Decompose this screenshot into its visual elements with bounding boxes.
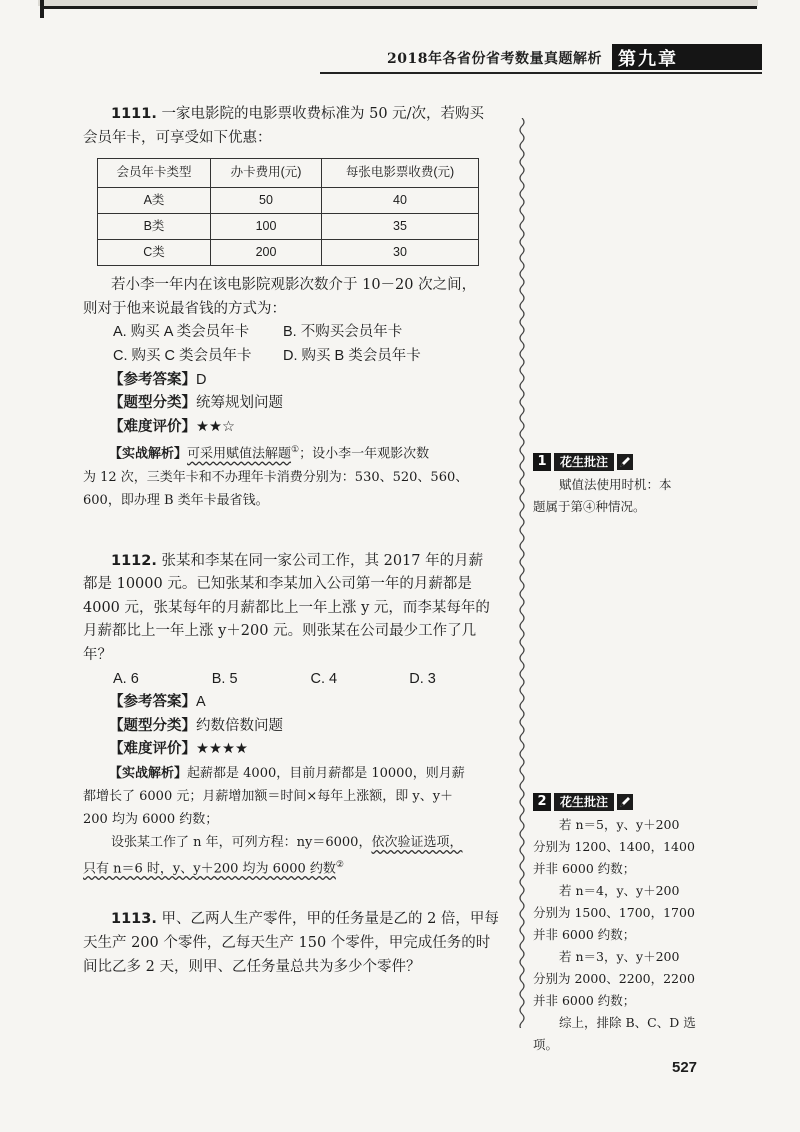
side-note-2 <box>533 792 713 1056</box>
difficulty-stars: ★★☆ <box>196 418 235 435</box>
q1111-number: 1111. <box>111 106 157 122</box>
q1112-stem-line2: 都是 10000 元。已知张某和李某加入公司第一年的月薪都是 <box>83 576 472 593</box>
table-row <box>98 188 479 214</box>
table-cell: 100 <box>211 214 322 240</box>
note-header <box>533 452 713 472</box>
option-d: D. 3 <box>409 670 436 687</box>
pen-icon <box>617 794 633 810</box>
option-b: B. 不购买会员年卡 <box>283 324 403 341</box>
option-a: A. 6 <box>113 670 139 687</box>
q1112-options <box>83 668 508 692</box>
chapter-tab <box>612 44 762 70</box>
table-row <box>98 214 479 240</box>
table-header: 办卡费用(元) <box>211 159 322 188</box>
membership-fee-table <box>97 158 479 266</box>
q1112-analysis-line1: 【实战解析】起薪都是 4000，目前月薪都是 10000，则月薪 <box>109 766 465 782</box>
q1112-number: 1112. <box>111 552 157 569</box>
option-a: A. 购买 A 类会员年卡 <box>113 324 250 341</box>
side-note-1 <box>533 452 713 518</box>
q1113-stem-line1: 1113. 甲、乙两人生产零件，甲的任务量是乙的 2 倍，甲每 <box>111 911 499 928</box>
q1112-type: 【题型分类】约数倍数问题 <box>109 717 283 734</box>
q1112-answer: 【参考答案】A <box>109 694 206 711</box>
q1113-stem-line2: 天生产 200 个零件，乙每天生产 150 个零件，甲完成任务的时 <box>83 934 491 951</box>
page-number: 527 <box>672 1059 698 1076</box>
table-cell: C类 <box>98 240 211 266</box>
q1111-options-row1 <box>83 321 508 345</box>
note-number: 2 <box>533 793 551 811</box>
q1111-difficulty: 【难度评价】★★☆ <box>109 418 235 435</box>
table-cell: 35 <box>322 214 479 240</box>
note-header <box>533 792 713 812</box>
note-number: 1 <box>533 453 551 471</box>
chapter-label: 第九章 <box>618 49 678 70</box>
q1113-number: 1113. <box>111 911 157 928</box>
q1111-condition-line2: 则对于他来说最省钱的方式为： <box>83 300 286 317</box>
wavy-divider <box>517 118 527 1028</box>
q1112-stem-line4: 月薪都比上一年上涨 y＋200 元。则张某在公司最少工作了几 <box>83 623 477 640</box>
q1112-stem-line1: 1112. 张某和李某在同一家公司工作，其 2017 年的月薪 <box>111 552 484 569</box>
table-cell: 200 <box>211 240 322 266</box>
q1111-type: 【题型分类】统筹规划问题 <box>109 395 283 412</box>
header-rule <box>320 72 762 74</box>
table-cell: B类 <box>98 214 211 240</box>
pen-icon <box>617 454 633 470</box>
top-border-line <box>42 6 757 9</box>
q1112-analysis-line2: 都增长了 6000 元；月薪增加额＝时间×每年上涨额，即 y、y＋ <box>83 789 454 805</box>
table-cell: 30 <box>322 240 479 266</box>
table-row <box>98 240 479 266</box>
q1111-analysis-line1: 【实战解析】可采用赋值法解题①；设小李一年观影次数 <box>109 445 430 462</box>
q1112-difficulty: 【难度评价】★★★★ <box>109 741 248 758</box>
q1111-stem-line2: 会员年卡，可享受如下优惠： <box>83 129 272 146</box>
q1112-stem-line5: 年？ <box>83 647 112 664</box>
table-header-row <box>98 159 479 188</box>
q1111-analysis-line3: 600，即办理 B 类年卡最省钱。 <box>83 492 269 508</box>
note-title: 花生批注 <box>554 453 614 471</box>
note-body: 若 n＝5，y、y＋200 分别为 1200、1400，1400 并非 6000 约数； 若 n＝4，y、y＋200 分别为 1500、1700，1700 并非 6000 约数； 若 n＝3，y、y＋200 分别为 2000、2200，2200 并非 6000 约数； 综上，排除 B、C、D 选 项。 <box>533 817 696 1052</box>
footnote-mark-1: ① <box>291 445 300 456</box>
difficulty-stars: ★★★★ <box>196 741 248 758</box>
table-cell: A类 <box>98 188 211 214</box>
q1111-answer: 【参考答案】D <box>109 371 207 388</box>
table-cell: 40 <box>322 188 479 214</box>
q1112-analysis-line3: 200 均为 6000 约数； <box>83 812 219 828</box>
q1111-options-row2 <box>83 345 508 369</box>
table-cell: 50 <box>211 188 322 214</box>
q1112-equation-line1: 设张某工作了 n 年，可列方程：ny＝6000，依次验证选项， <box>111 835 463 851</box>
header-title: 2018年各省份省考数量真题解析 <box>387 51 602 67</box>
q1111-stem-line1: 1111. 一家电影院的电影票收费标准为 50 元/次，若购买 <box>111 106 485 122</box>
note-body: 赋值法使用时机：本 题属于第④种情况。 <box>533 477 672 514</box>
option-d: D. 购买 B 类会员年卡 <box>283 347 421 364</box>
q1111-analysis-line2: 为 12 次，三类年卡和不办理年卡消费分别为：530、520、560、 <box>83 469 469 485</box>
note-title: 花生批注 <box>554 793 614 811</box>
option-c: C. 购买 C 类会员年卡 <box>113 347 252 364</box>
main-content <box>83 103 508 979</box>
table-header: 每张电影票收费(元) <box>322 159 479 188</box>
footnote-mark-2: ② <box>335 860 344 871</box>
q1113-stem-line3: 间比乙多 2 天，则甲、乙任务量总共为多少个零件？ <box>83 958 421 975</box>
q1112-equation-line2: 只有 n＝6 时，y、y＋200 均为 6000 约数② <box>83 860 344 877</box>
option-b: B. 5 <box>211 670 238 687</box>
corner-mark <box>40 0 44 18</box>
q1112-stem-line3: 4000 元，张某每年的月薪都比上一年上涨 y 元，而李某每年的 <box>83 599 490 616</box>
table-header: 会员年卡类型 <box>98 159 211 188</box>
q1111-condition-line1: 若小李一年内在该电影院观影次数介于 10－20 次之间， <box>111 277 477 294</box>
running-header <box>320 44 762 72</box>
option-c: C. 4 <box>310 670 338 687</box>
